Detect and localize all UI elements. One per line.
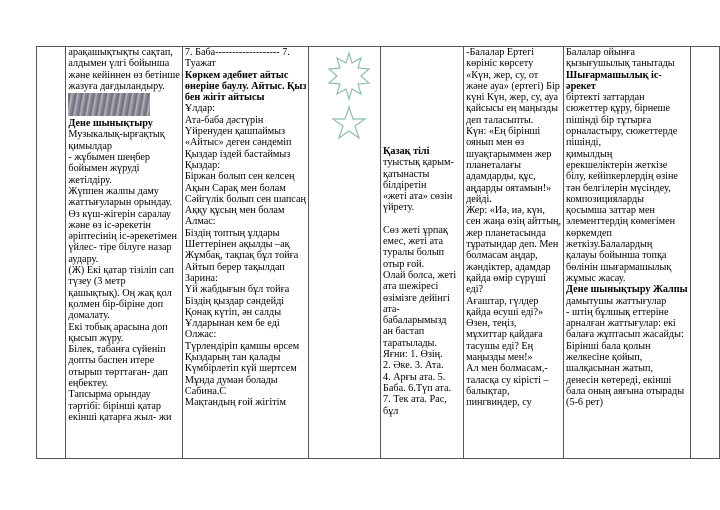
text-line: Күмбірлетіп күй шертсем: [184, 363, 297, 375]
text-line: екінші қатарға жыл- жи: [68, 411, 172, 423]
text-line: Түрлендіріп қамшы өрсем: [184, 340, 300, 352]
text-line: жеткізу.Балалардың: [566, 239, 653, 251]
text-line: Музыкалық-ырғақтық: [68, 129, 165, 141]
text-line: Сәйгүлік болып сен шапсаң: [184, 193, 306, 205]
text-line: Қыздар:: [184, 159, 221, 171]
text-line: 4. Арғы ата. 5.: [383, 371, 446, 383]
text-line: қайсысы ең маңызды: [466, 103, 558, 115]
text-line: ан бастап: [383, 326, 425, 338]
text-line: туыстық қарым-: [383, 157, 454, 169]
text-line: туралы болып: [383, 247, 445, 259]
text-line: аңдарды оятамын!»: [466, 182, 552, 194]
text-line: деп таласыпты.: [466, 114, 534, 126]
text-line: ерекшеліктерін жеткізе: [566, 159, 668, 171]
text-line: күні Күн, жер, су, ауа: [466, 92, 559, 104]
text-line: Олжас:: [184, 329, 217, 341]
text-line: денесін көтереді, екінші: [566, 374, 672, 386]
text-line: Балалар ойынға: [566, 47, 635, 58]
text-line: Қыздар іздей бастаймыз: [184, 148, 291, 160]
text-line: қайда өсуші еді?»: [466, 306, 544, 318]
text-line: тасушы еді? Ең: [466, 340, 534, 352]
text-line: Біздің қыздар сәндейді: [184, 295, 285, 307]
text-line: Шеттерінен ақылды –ақ: [184, 239, 290, 251]
text-line: ата шежіресі: [383, 281, 439, 293]
table-cell-empty-2: [690, 47, 719, 459]
text-line: шуақтарыммен жер: [466, 148, 552, 160]
section-heading: Дене шынықтыру: [68, 118, 153, 130]
text-line: планеталағы: [466, 159, 521, 171]
text-line: Ұлдарынан кем бе еді: [184, 318, 280, 330]
text-line: жер планетасында: [466, 227, 546, 239]
spacer: [383, 47, 461, 146]
section-heading: Көркем әдебиет айтыс: [184, 69, 289, 81]
text-line: өзімізге дейінгі: [383, 292, 450, 304]
text-line: шалқасынан жатып,: [566, 363, 653, 375]
text-line: Алмас:: [184, 216, 216, 228]
text-line: сюжеттер құру, бірнеше: [566, 103, 671, 115]
text-line: балықтар,: [466, 385, 510, 397]
text-line: Олай болса, жеті: [383, 269, 457, 281]
text-line: Біздің топтың ұлдары: [184, 227, 280, 239]
text-line: отыр ғой.: [383, 258, 425, 270]
text-line: композицияларды: [566, 193, 645, 205]
text-line: Мұнда думан болады: [184, 374, 278, 386]
text-line: маңызды мен!»: [466, 352, 533, 364]
text-line: Білек, табанға сүйеніп: [68, 344, 166, 356]
text-line: әріптесінің іс-әрекетімен: [68, 231, 177, 243]
text-line: 7. Баба------------------- 7.: [184, 47, 290, 58]
text-line: қашықтық). Оң жақ қол: [68, 287, 172, 299]
text-line: еңбектеу.: [68, 378, 109, 390]
text-line: Жүппен жалпы даму: [68, 185, 159, 197]
text-line: Баба. 6.Түп ата.: [383, 382, 452, 394]
text-line: орналастыру, сюжеттерде: [566, 126, 678, 138]
blank-line: [383, 214, 461, 225]
text-line: білу, кейіпкерлердің өзіне: [566, 171, 678, 183]
text-line: дамытушы жаттығулар: [566, 295, 667, 307]
text-line: аудару.: [68, 253, 99, 265]
text-line: сен жаңа өзің айттың,: [466, 216, 562, 228]
text-line: қалауы бойынша топқа: [566, 250, 667, 262]
text-line: «жеті ата» сөзін: [383, 191, 453, 203]
table-cell-fairy-tale: [464, 47, 564, 459]
text-line: Яғни: 1. Өзің.: [383, 349, 443, 361]
star-outline-icon: [321, 49, 377, 141]
text-line: жаттығуларын орындау.: [68, 197, 173, 209]
text-line: - жұбымен шеңбер: [68, 152, 150, 164]
table-cell-aitys: [182, 47, 309, 459]
text-line: Тапсырма орындау: [68, 389, 151, 401]
text-line: допты баспен итере: [68, 355, 155, 367]
text-line: Ұлдар:: [184, 103, 215, 115]
table-cell-handwriting-pe: [66, 47, 183, 459]
text-line: Жер: «Иә, иә, күн,: [466, 205, 545, 217]
text-line: және кейіннен өз бетінше: [68, 69, 180, 81]
text-line: пішінді бір тұтырға: [566, 114, 652, 126]
text-line: көркемдеп: [566, 227, 613, 239]
text-line: қимылдың: [566, 148, 613, 160]
text-line: бабаларымызд: [383, 315, 447, 327]
text-line: бала оның аяғына отырады: [566, 385, 685, 397]
table-cell-stars: [309, 47, 381, 459]
text-line: жұмыс жасау.: [566, 272, 626, 284]
text-line: Бірінші бала қолын: [566, 340, 651, 352]
text-line: элементтердің көмегімен: [566, 216, 676, 228]
text-line: Сөз жеті ұрпақ: [383, 224, 448, 236]
text-line: Қыздарың тан қалады: [184, 352, 281, 364]
section-heading: әрекет: [566, 80, 596, 92]
text-line: қолмен бір-біріне доп: [68, 298, 164, 310]
text-line: қимылдар: [68, 140, 112, 152]
text-line: Ағаштар, гүлдер: [466, 295, 539, 307]
text-line: отырып төрттаған- дап: [68, 366, 168, 378]
section-heading: Қазақ тілі: [383, 146, 430, 157]
text-line: қызығушылық танытады: [566, 58, 675, 70]
section-heading: Дене шынықтыру Жалпы: [566, 284, 688, 296]
text-line: арналған жаттығулар: екі: [566, 318, 676, 330]
text-line: (Ж) Екі қатар тізіліп сап: [68, 265, 174, 277]
text-line: дейді.: [466, 193, 492, 205]
text-line: 2. Әке. 3. Ата.: [383, 360, 444, 372]
text-line: адамдарды, құс,: [466, 171, 536, 183]
text-line: қосымша заттар мен: [566, 205, 655, 217]
text-line: Өз күш-жігерін саралау: [68, 208, 172, 220]
text-line: балаға жұптасып жасайды:: [566, 329, 684, 341]
text-line: емес, жеті ата: [383, 236, 443, 248]
text-line: желкесіне қойып,: [566, 352, 643, 364]
table-cell-creative-activity: [564, 47, 691, 459]
text-line: «Айтыс» деген сәндеміп: [184, 137, 292, 149]
text-line: жетілдіру.: [68, 174, 112, 186]
text-line: жәндіктер, адамдар: [466, 261, 551, 273]
text-line: білдіретін: [383, 179, 427, 191]
text-line: болмасам аңдар,: [466, 250, 538, 262]
text-line: және өз іс-әрекетін: [68, 219, 151, 231]
text-line: Біржан болып сен келсең: [184, 171, 295, 183]
text-line: тәртібі: бірінші қатар: [68, 400, 162, 412]
section-heading: бен жігіт айтысы: [184, 92, 265, 104]
text-line: Туажат: [184, 58, 216, 70]
text-line: Ал мен болмасам,-: [466, 363, 548, 375]
text-line: Айтып берер тақылдап: [184, 261, 285, 273]
text-line: «Күн, жер, су, от: [466, 69, 539, 81]
text-line: Қонақ күтіп, ән салды: [184, 306, 282, 318]
text-line: тұратындар деп. Мен: [466, 239, 559, 251]
text-line: Үйренуден қашпаймыз: [184, 126, 286, 138]
text-line: Сабина.С: [184, 385, 227, 397]
section-heading: өнеріне баулу. Айтыс. Қыз: [184, 80, 307, 92]
text-line: бөлінін шығармашылық: [566, 261, 672, 273]
text-line: Ақын Сарақ мен болам: [184, 182, 286, 194]
text-line: қатынасты: [383, 168, 430, 180]
text-line: түзеу (3 метр: [68, 276, 126, 288]
text-line: үйлес- тіре білуге назар: [68, 242, 172, 254]
text-line: мұхиттар қайдаға: [466, 329, 543, 341]
section-heading: Шығармашылық іс-: [566, 69, 662, 81]
text-line: бұл: [383, 405, 399, 417]
text-line: Зарина:: [184, 272, 218, 284]
table-row: [37, 47, 720, 459]
text-line: жазуға дағдыландыру.: [68, 80, 165, 92]
text-line: бойымен жүруді: [68, 163, 140, 175]
table-cell-kazakh-language: [381, 47, 464, 459]
text-line: Күн: «Ең бірінші: [466, 126, 541, 138]
text-line: тән белгілерін мүсіндеу,: [566, 182, 671, 194]
text-line: Жұмбақ, тақпақ бұл тойға: [184, 250, 299, 262]
text-line: 7. Тек ата. Рас,: [383, 394, 447, 406]
text-line: Үй жабдығын бұл тойға: [184, 284, 290, 296]
plan-table: [36, 46, 720, 459]
text-line: қайда өмір сүрүші: [466, 272, 546, 284]
table-cell-empty-1: [37, 47, 66, 459]
text-line: Мақтандың ғой жігітім: [184, 397, 286, 409]
text-line: (5-6 рет): [566, 397, 604, 409]
text-line: ата-: [383, 303, 400, 315]
text-line: алдымен үлгі бойынша: [68, 58, 170, 70]
text-line: Екі тобық арасына доп: [68, 321, 168, 333]
text-line: қысып жүру.: [68, 332, 124, 344]
text-line: пішінді,: [566, 137, 602, 149]
text-line: Өзен, теңіз,: [466, 318, 517, 330]
text-line: және ауа» (ертегі) Бір: [466, 80, 560, 92]
text-line: пингвиндер, су: [466, 397, 532, 409]
text-line: - штің бұлшық еттеріне: [566, 306, 669, 318]
text-line: таласқа су кірісті –: [466, 374, 549, 386]
text-line: арақашықтықты сақтап,: [68, 47, 173, 58]
text-line: -Балалар Ертегі: [466, 47, 535, 58]
text-line: домалату.: [68, 310, 110, 322]
text-line: біртекті заттардан: [566, 92, 645, 104]
text-line: Ата-баба дәстүрін: [184, 114, 264, 126]
text-line: көрініс көрсету: [466, 58, 534, 70]
text-line: Аққу құсың мен болам: [184, 205, 285, 217]
handwriting-sample-image: [68, 93, 150, 116]
text-line: еді?: [466, 284, 484, 296]
text-line: үйрету.: [383, 202, 415, 214]
text-line: таратылады.: [383, 337, 437, 349]
text-line: оянып мен өз: [466, 137, 525, 149]
